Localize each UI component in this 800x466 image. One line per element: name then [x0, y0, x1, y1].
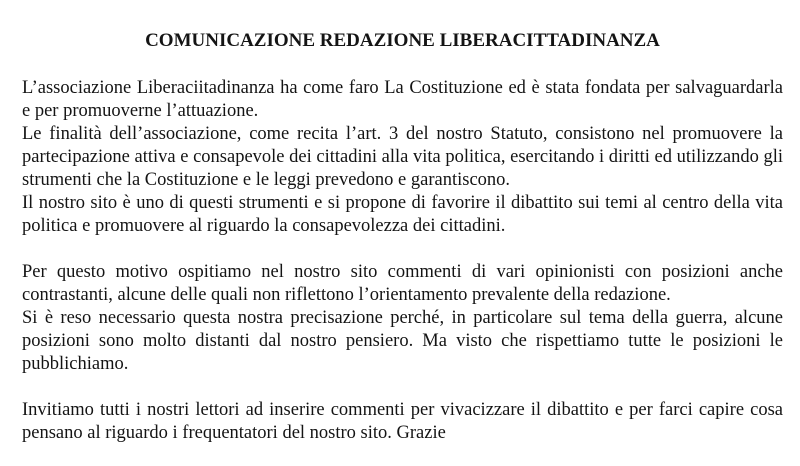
paragraph: L’associazione Liberaciitadinanza ha come faro La Costituzione ed è stata fondata per salvaguardarla e per promuoverne l’attuazione.	[22, 78, 783, 121]
paragraph-block-intro	[22, 77, 783, 238]
paragraph-block-invito	[22, 399, 783, 445]
paragraph: Invitiamo tutti i nostri lettori ad inserire commenti per vivacizzare il dibattito e per farci capire cosa pensano al riguardo i frequentatori del nostro sito. Grazie	[22, 400, 783, 443]
document-title: COMUNICAZIONE REDAZIONE LIBERACITTADINANZA	[145, 30, 660, 51]
paragraph: Si è reso necessario questa nostra precisazione perché, in particolare sul tema della guerra, alcune posizioni sono molto distanti dal nostro pensiero. Ma visto che rispettiamo tutte le posizioni le pubblichiamo.	[22, 308, 783, 374]
paragraph: Per questo motivo ospitiamo nel nostro sito commenti di vari opinionisti con posizioni anche contrastanti, alcune delle quali non riflettono l’orientamento prevalente della redazione.	[22, 262, 783, 305]
paragraph: Le finalità dell’associazione, come recita l’art. 3 del nostro Statuto, consistono nel promuovere la partecipazione attiva e consapevole dei cittadini alla vita politica, esercitando i diritti ed utilizzando gli strumenti che la Costituzione e le leggi prevedono e garantiscono.	[22, 124, 783, 190]
paragraph: Il nostro sito è uno di questi strumenti e si propone di favorire il dibattito sui temi al centro della vita politica e promuovere al riguardo la consapevolezza dei cittadini.	[22, 193, 783, 236]
paragraph-block-precisazione	[22, 261, 783, 376]
